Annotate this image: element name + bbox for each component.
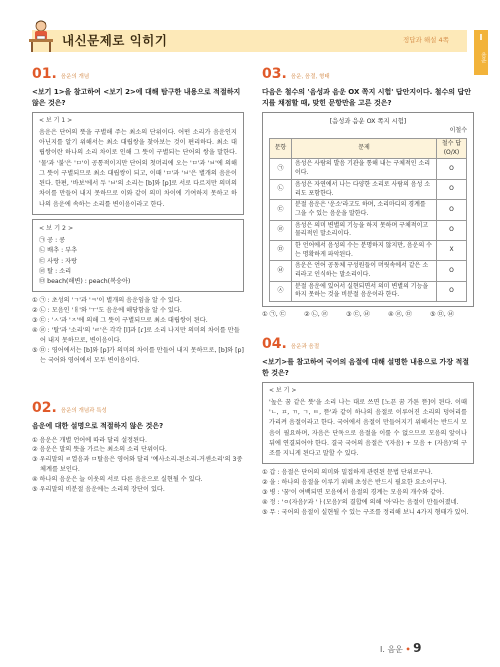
column-header: 문제 bbox=[292, 139, 437, 159]
answer-option[interactable]: ⑤ ㉤, ㉥ bbox=[430, 311, 454, 319]
ox-table bbox=[269, 138, 467, 302]
answer-option[interactable]: ② 을 : 하나의 음절을 이루기 위해 초성은 반드시 필요한 요소이구나. bbox=[262, 479, 447, 487]
page-title: 내신문제로 익히기 bbox=[62, 33, 168, 48]
row-answer: O bbox=[437, 261, 467, 281]
answer-option[interactable]: ④ ㉣, ㉤ bbox=[388, 311, 412, 319]
table-row bbox=[270, 200, 467, 220]
column-header: 문항 bbox=[270, 139, 292, 159]
box-item: ㉢ 사랑 : 자랑 bbox=[39, 257, 78, 265]
box-item: ㉡ 배추 : 부추 bbox=[39, 247, 78, 255]
answer-option[interactable]: ② ㉡ : 모음인 'ㅐ'와 'ㅜ'도 음운에 해당함을 알 수 있다. bbox=[32, 307, 182, 315]
box-title: < 보 기 > bbox=[269, 387, 297, 395]
chapter-side-tab bbox=[474, 30, 488, 75]
row-question: 음성은 사람의 발음 기관을 통해 내는 구체적인 소리이다. bbox=[292, 159, 437, 179]
footer-bullet: • bbox=[405, 645, 411, 654]
footer-section: Ⅰ. 음운 bbox=[380, 645, 403, 654]
question-number: 01. bbox=[32, 66, 57, 82]
box-item: ㉣ 탈 : 소리 bbox=[39, 267, 72, 275]
row-answer: O bbox=[437, 220, 467, 240]
answer-option[interactable]: ⑤ ㉤ : 영어에서는 [b]와 [p]가 의미의 차이를 만들어 내지 못하므로, [b]와 [p]는 국어와 영어에서 모두 변이음이다. bbox=[32, 346, 244, 364]
row-answer: O bbox=[437, 179, 467, 199]
table-row bbox=[270, 179, 467, 199]
page-number: 9 bbox=[413, 641, 422, 655]
question-topic: 음운의 개념 bbox=[60, 74, 90, 80]
answer-options bbox=[32, 436, 244, 496]
table-row bbox=[270, 281, 467, 301]
answer-option[interactable]: ⑤ 무 : 국어의 음절이 실현될 수 있는 구조를 정리해 보니 4가지 형태가 있어. bbox=[262, 509, 469, 517]
reference-box-1 bbox=[32, 112, 244, 215]
page-footer bbox=[380, 640, 421, 657]
question-topic: 음운, 음절, 형태 bbox=[290, 74, 330, 80]
answer-option[interactable]: ① 음운은 개별 언어에 따라 달리 설정된다. bbox=[32, 436, 147, 444]
row-question: 음운은 언어 공동체 구성원들이 머릿속에서 같은 소리라고 인식하는 말소리이다. bbox=[292, 261, 437, 281]
box-title: < 보 기 2 > bbox=[39, 224, 74, 232]
student-desk-icon bbox=[26, 18, 56, 54]
left-column bbox=[32, 64, 244, 495]
question-number: 02. bbox=[32, 399, 57, 416]
row-label: ㉡ bbox=[270, 179, 292, 199]
column-header: 철수 답 (O/X) bbox=[437, 139, 467, 159]
row-question: 분절 음운에 있어서 실현되면서 의미 변별의 기능을 하지 못하는 것을 비분절 음운이라 한다. bbox=[292, 281, 437, 301]
student-name: 이철수 bbox=[449, 127, 467, 135]
box-text: 음운은 단어의 뜻을 구별해 주는 최소의 단위이다. 어떤 소리가 음운인지 아닌지를 알기 위해서는 최소 대립쌍을 찾아보는 것이 편리하다. 최소 대립쌍이란 하나의 소리 차이로 인해 그 뜻이 구별되는 단어의 쌍을 말한다. '물'과 '불'은 'ㅁ'이 공통적이지만 단어의 첫머리에 오는 'ㅁ'과 'ㅂ'에 의해 그 뜻이 구별되므로 최소 대립쌍이 되고, 이때 'ㅁ'과 'ㅂ'은 별개의 음운이 된다. 한편, '바보'에서 두 'ㅂ'의 소리는 [b]와 [p]로 서로 다르지만 의미의 차이를 만들어 내지 못하므로 이와 같이 의미 차이에 기여하지 못하고 하나의 음운에 속하는 소리를 변이음이라고 한다. bbox=[39, 128, 237, 208]
answer-sheet-title: [음성과 음운 OX 쪽지 시험] bbox=[329, 118, 407, 126]
row-answer: O bbox=[437, 159, 467, 179]
answer-reference: 정답과 해설 4쪽 bbox=[403, 36, 449, 44]
box-title: < 보 기 1 > bbox=[39, 117, 73, 125]
row-question: 분절 음운은 '운소'라고도 하며, 소리마디의 경계를 그을 수 있는 음운을 말한다. bbox=[292, 200, 437, 220]
row-label: ㉣ bbox=[270, 220, 292, 240]
answer-option[interactable]: ⑤ 우리말의 비분절 음운에는 소리의 장단이 있다. bbox=[32, 486, 165, 494]
question-topic: 음운과 음절 bbox=[290, 344, 320, 350]
question-02 bbox=[32, 398, 244, 495]
question-number: 03. bbox=[262, 66, 287, 82]
table-row bbox=[270, 240, 467, 260]
answer-option[interactable]: ④ 정 : 'ㅇ(자음)'과 'ㅏ(모음)'의 결합에 의해 '아'라는 음절이 만들어졌네. bbox=[262, 499, 459, 507]
reference-box bbox=[262, 382, 474, 464]
question-stem: 음운에 대한 설명으로 적절하지 않은 것은? bbox=[32, 422, 164, 431]
box-item: ㉠ 공 : 콩 bbox=[39, 237, 66, 245]
question-stem: <보기>를 참고하여 국어의 음절에 대해 설명한 내용으로 가장 적절한 것은? bbox=[262, 358, 470, 377]
box-item: ㉤ beach(해변) : peach(복숭아) bbox=[39, 278, 131, 286]
row-label: ㉠ bbox=[270, 159, 292, 179]
row-label: ㉢ bbox=[270, 200, 292, 220]
answer-option[interactable]: ③ ㉢ : 'ㅅ'과 'ㅈ'에 의해 그 뜻이 구별되므로 최소 대립쌍이 된다. bbox=[32, 317, 208, 325]
reference-box-2 bbox=[32, 219, 244, 292]
box-text: '높은 꿈 같은 뜻'을 소리 나는 대로 쓰면 [노픈 꿈 가튼 뜯]이 된다. 이때 'ㄴ, ㅍ, ㄲ, ㄱ, ㅌ, 뜯'과 같이 하나의 음절로 이루어진 소리의 덩어리를 가리켜 음절이라고 한다. 국어에서 음절이 만들어지기 위해서는 반드시 모음이 필요하며, 자음은 단독으로 음절을 이룰 수 없으므로 모음의 앞이나 뒤에 연결되어야 한다. 결국 국어의 음절은 '(자음) + 모음 + (자음)'의 구조를 지니게 된다고 말할 수 있다. bbox=[269, 398, 467, 458]
answer-option[interactable]: ④ 하나의 음운은 늘 이웃의 서로 다른 음운으로 실현될 수 있다. bbox=[32, 476, 203, 484]
table-row bbox=[270, 159, 467, 179]
answer-option[interactable]: ① 갑 : 음절은 단어의 의미와 밀접하게 관련된 문법 단위로구나. bbox=[262, 469, 433, 477]
answer-option[interactable]: ④ ㉣ : '탈'과 '소리'의 'ㄹ'은 각각 [l]과 [ɾ]로 소리 나지만 의미의 차이를 만들어 내지 못하므로, 변이음이다. bbox=[32, 327, 240, 344]
answer-options bbox=[262, 468, 474, 518]
question-03 bbox=[262, 64, 474, 320]
row-question: 음성은 의미 변별의 기능을 하지 못하며 구체적이고 물리적인 말소리이다. bbox=[292, 220, 437, 240]
row-label: ㉤ bbox=[270, 240, 292, 260]
chapter-label: 음운 bbox=[479, 51, 486, 63]
table-row bbox=[270, 220, 467, 240]
row-answer: O bbox=[437, 200, 467, 220]
answer-option[interactable]: ③ 우리말의 ㄹ열음과 ㅁ탈음은 영어와 달리 '예사소리-된소리-거센소리'의 3중 체계를 보인다. bbox=[32, 456, 243, 474]
question-topic: 음운의 개념과 특성 bbox=[60, 407, 107, 414]
row-label: ㉦ bbox=[270, 281, 292, 301]
row-answer: O bbox=[437, 281, 467, 301]
row-question: 음성은 자연에서 나는 다양한 소리로 사람의 음성 소리도 포함한다. bbox=[292, 179, 437, 199]
question-number: 04. bbox=[262, 336, 287, 352]
answer-option[interactable]: ① ㉠, ㉢ bbox=[262, 311, 286, 319]
row-question: 한 언어에서 음성의 수는 분명하지 않지만, 음운의 수는 명확하게 파악된다. bbox=[292, 240, 437, 260]
question-stem: <보기 1>을 참고하여 <보기 2>에 대해 탐구한 내용으로 적절하지 않은 것은? bbox=[32, 88, 241, 107]
answer-option[interactable]: ② ㉡, ㉣ bbox=[304, 311, 328, 319]
question-04 bbox=[262, 334, 474, 518]
answer-options bbox=[32, 296, 244, 365]
answer-option[interactable]: ③ 병 : '꿈'이 여백되면 모음에서 음절의 경계는 모음의 개수와 같아. bbox=[262, 489, 445, 497]
answer-option[interactable]: ① ㉠ : 초성의 'ㄱ'과 'ㅋ'이 별개의 음운임을 알 수 있다. bbox=[32, 297, 182, 305]
table-row bbox=[270, 261, 467, 281]
chapter-number: I bbox=[479, 33, 483, 42]
question-01 bbox=[32, 64, 244, 366]
question-stem: 다음은 철수의 '음성과 음운 OX 쪽지 시험' 답안지이다. 철수의 답안지를 채점할 때, 맞힌 문항만을 고른 것은? bbox=[262, 88, 472, 107]
answer-sheet-box bbox=[262, 112, 474, 307]
answer-option[interactable]: ③ ㉢, ㉥ bbox=[346, 311, 370, 319]
row-label: ㉥ bbox=[270, 261, 292, 281]
answer-options bbox=[262, 311, 474, 320]
row-answer: X bbox=[437, 240, 467, 260]
answer-option[interactable]: ② 음운은 말의 뜻을 가르는 최소의 소리 단위이다. bbox=[32, 446, 167, 454]
